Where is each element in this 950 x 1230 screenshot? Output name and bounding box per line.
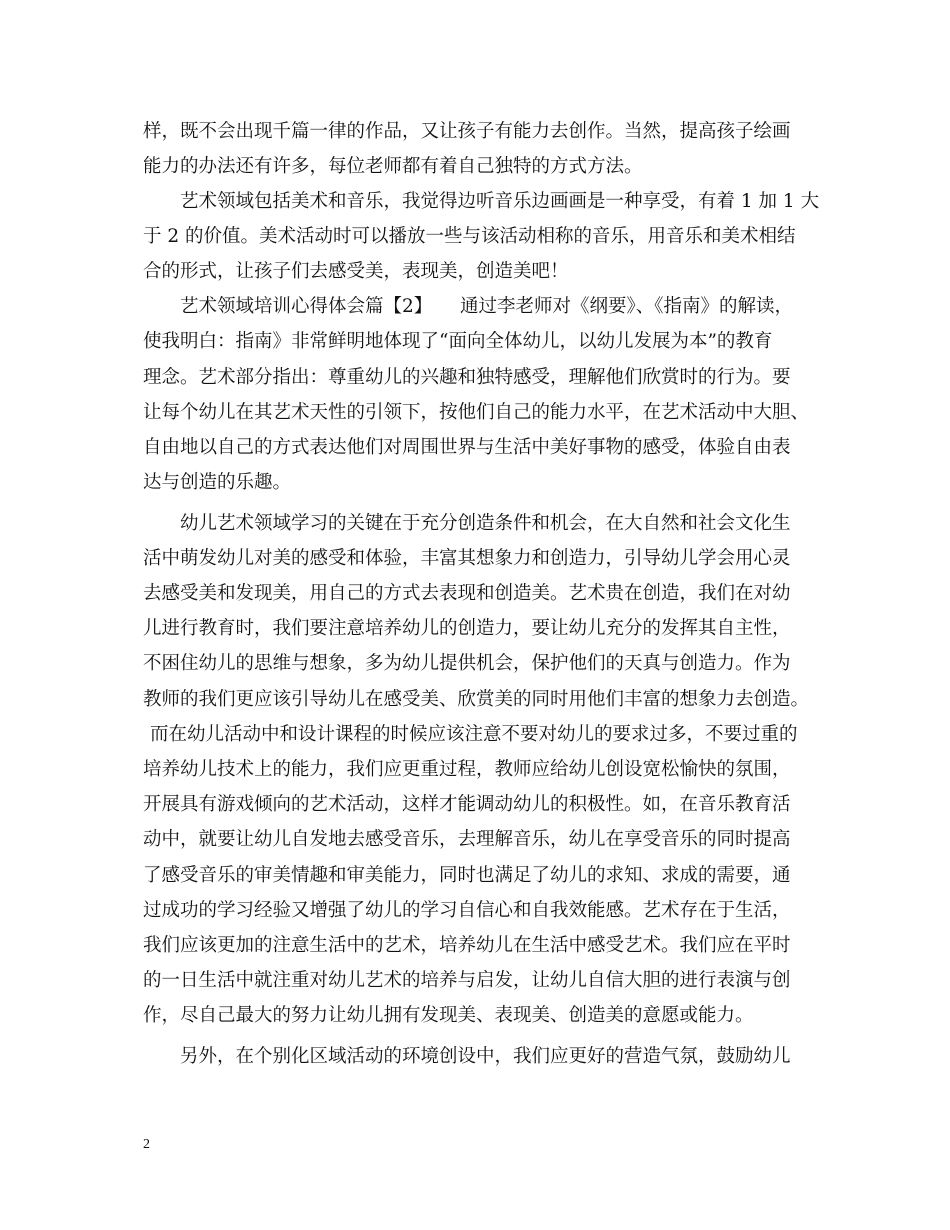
text-line: 理念。艺术部分指出：尊重幼儿的兴趣和独特感受，理解他们欣赏时的行为。要	[143, 367, 791, 388]
text-line: 另外，在个别化区域活动的环境创设中，我们应更好的营造气氛，鼓励幼儿	[180, 1046, 791, 1067]
text-line: 我们应该更加的注意生活中的艺术，培养幼儿在生活中感受艺术。我们应在平时	[143, 935, 791, 956]
text-line: 动中，就要让幼儿自发地去感受音乐，去理解音乐，幼儿在享受音乐的同时提高	[143, 829, 791, 850]
text-line: 于 2 的价值。美术活动时可以播放一些与该活动相称的音乐，用音乐和美术相结	[143, 226, 796, 247]
text-line: 活中萌发幼儿对美的感受和体验，丰富其想象力和创造力，引导幼儿学会用心灵	[143, 548, 791, 569]
text-line: 培养幼儿技术上的能力，我们应更重过程，教师应给幼儿创设宽松愉快的氛围，	[143, 759, 791, 780]
text-line: 作，尽自己最大的努力让幼儿拥有发现美、表现美、创造美的意愿或能力。	[143, 1005, 754, 1026]
page-number: 2	[143, 1137, 150, 1152]
text-line: 幼儿艺术领域学习的关键在于充分创造条件和机会，在大自然和社会文化生	[180, 513, 791, 534]
text-line: 的一日生活中就注重对幼儿艺术的培养与启发，让幼儿自信大胆的进行表演与创	[143, 970, 791, 991]
text-line: 能力的办法还有许多，每位老师都有着自己独特的方式方法。	[143, 156, 643, 177]
text-line: 开展具有游戏倾向的艺术活动，这样才能调动幼儿的积极性。如，在音乐教育活	[143, 794, 791, 815]
text-line: 样，既不会出现千篇一律的作品，又让孩子有能力去创作。当然，提高孩子绘画	[143, 121, 791, 142]
text-line: 艺术领域包括美术和音乐，我觉得边听音乐边画画是一种享受，有着 1 加 1 大	[180, 191, 820, 212]
text-line: 艺术领域培训心得体会篇【2】 通过李老师对《纲要》、《指南》的解读，	[180, 296, 794, 317]
text-line: 合的形式，让孩子们去感受美，表现美，创造美吧！	[143, 261, 569, 282]
text-line: 不困住幼儿的思维与想象，多为幼儿提供机会，保护他们的天真与创造力。作为	[143, 653, 791, 674]
text-line: 让每个幼儿在其艺术天性的引领下，按他们自己的能力水平，在艺术活动中大胆、	[143, 402, 810, 423]
text-line: 过成功的学习经验又增强了幼儿的学习自信心和自我效能感。艺术存在于生活，	[143, 900, 791, 921]
text-line: 而在幼儿活动中和设计课程的时候应该注意不要对幼儿的要求过多，不要过重的	[150, 724, 798, 745]
text-line: 教师的我们更应该引导幼儿在感受美、欣赏美的同时用他们丰富的想象力去创造。	[143, 689, 810, 710]
text-line: 自由地以自己的方式表达他们对周围世界与生活中美好事物的感受，体验自由表	[143, 437, 791, 458]
text-line: 去感受美和发现美，用自己的方式去表现和创造美。艺术贵在创造，我们在对幼	[143, 583, 791, 604]
text-line: 了感受音乐的审美情趣和审美能力，同时也满足了幼儿的求知、求成的需要，通	[143, 865, 791, 886]
text-line: 达与创造的乐趣。	[143, 472, 292, 493]
text-line: 使我明白：指南》非常鲜明地体现了“面向全体幼儿，以幼儿发展为本”的教育	[143, 331, 773, 352]
text-line: 儿进行教育时，我们要注意培养幼儿的创造力，要让幼儿充分的发挥其自主性，	[143, 618, 791, 639]
